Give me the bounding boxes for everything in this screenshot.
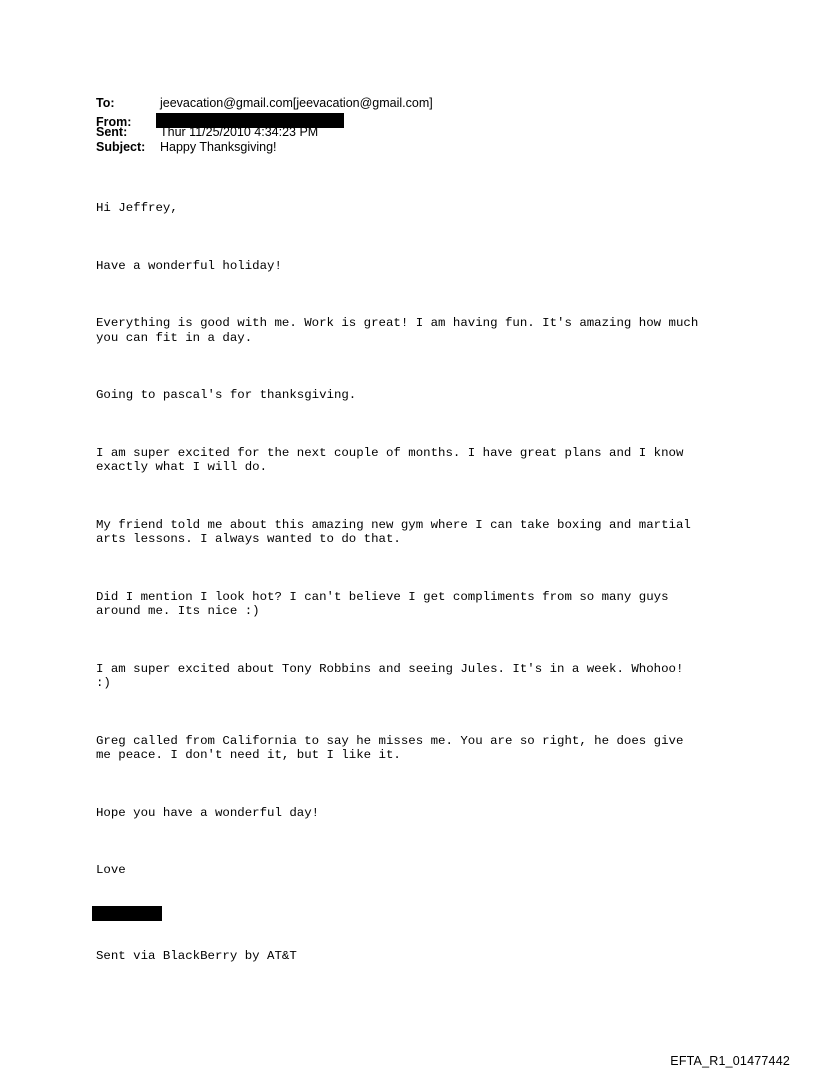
subject-label: Subject: [96,139,146,154]
sent-value: Thur 11/25/2010 4:34:23 PM [160,125,319,139]
subject-row [96,140,433,155]
body-paragraph: Going to pascal's for thanksgiving. [96,388,357,402]
body-paragraph: My friend told me about this amazing new gym where I can take boxing and martial arts lessons. I always wanted to do that. [96,517,691,546]
to-label: To: [96,96,115,110]
to-row [96,96,433,111]
body-paragraph: Did I mention I look hot? I can't believe I get compliments from so many guys around me. Its nice :) [96,589,669,618]
body-paragraph: Hope you have a wonderful day! [96,805,320,820]
closing: Love [96,863,126,877]
subject-value: Happy Thanksgiving! [160,139,277,154]
body-paragraph: I am super excited about Tony Robbins and seeing Jules. It's in a week. Whohoo! :) [96,661,684,690]
document-id: EFTA_R1_01477442 [670,1054,790,1068]
email-body [96,172,698,978]
to-value: jeevacation@gmail.com[jeevacation@gmail.com] [160,96,433,110]
body-paragraph: Everything is good with me. Work is great! I am having fun. It's amazing how much you can fit in a day. [96,316,699,345]
sent-row [96,125,433,140]
sent-label: Sent: [96,125,128,139]
sent-via-note: Sent via BlackBerry by AT&T [96,948,297,963]
email-header [96,96,433,154]
greeting: Hi Jeffrey, [96,201,178,215]
body-paragraph: Greg called from California to say he misses me. You are so right, he does give me peace. I don't need it, but I like it. [96,733,684,762]
body-paragraph: I am super excited for the next couple of months. I have great plans and I know exactly what I will do. [96,445,684,474]
from-row [96,111,433,129]
body-paragraph: Have a wonderful holiday! [96,258,282,273]
from-label: From: [96,114,132,129]
signature-redaction-block [92,906,162,921]
